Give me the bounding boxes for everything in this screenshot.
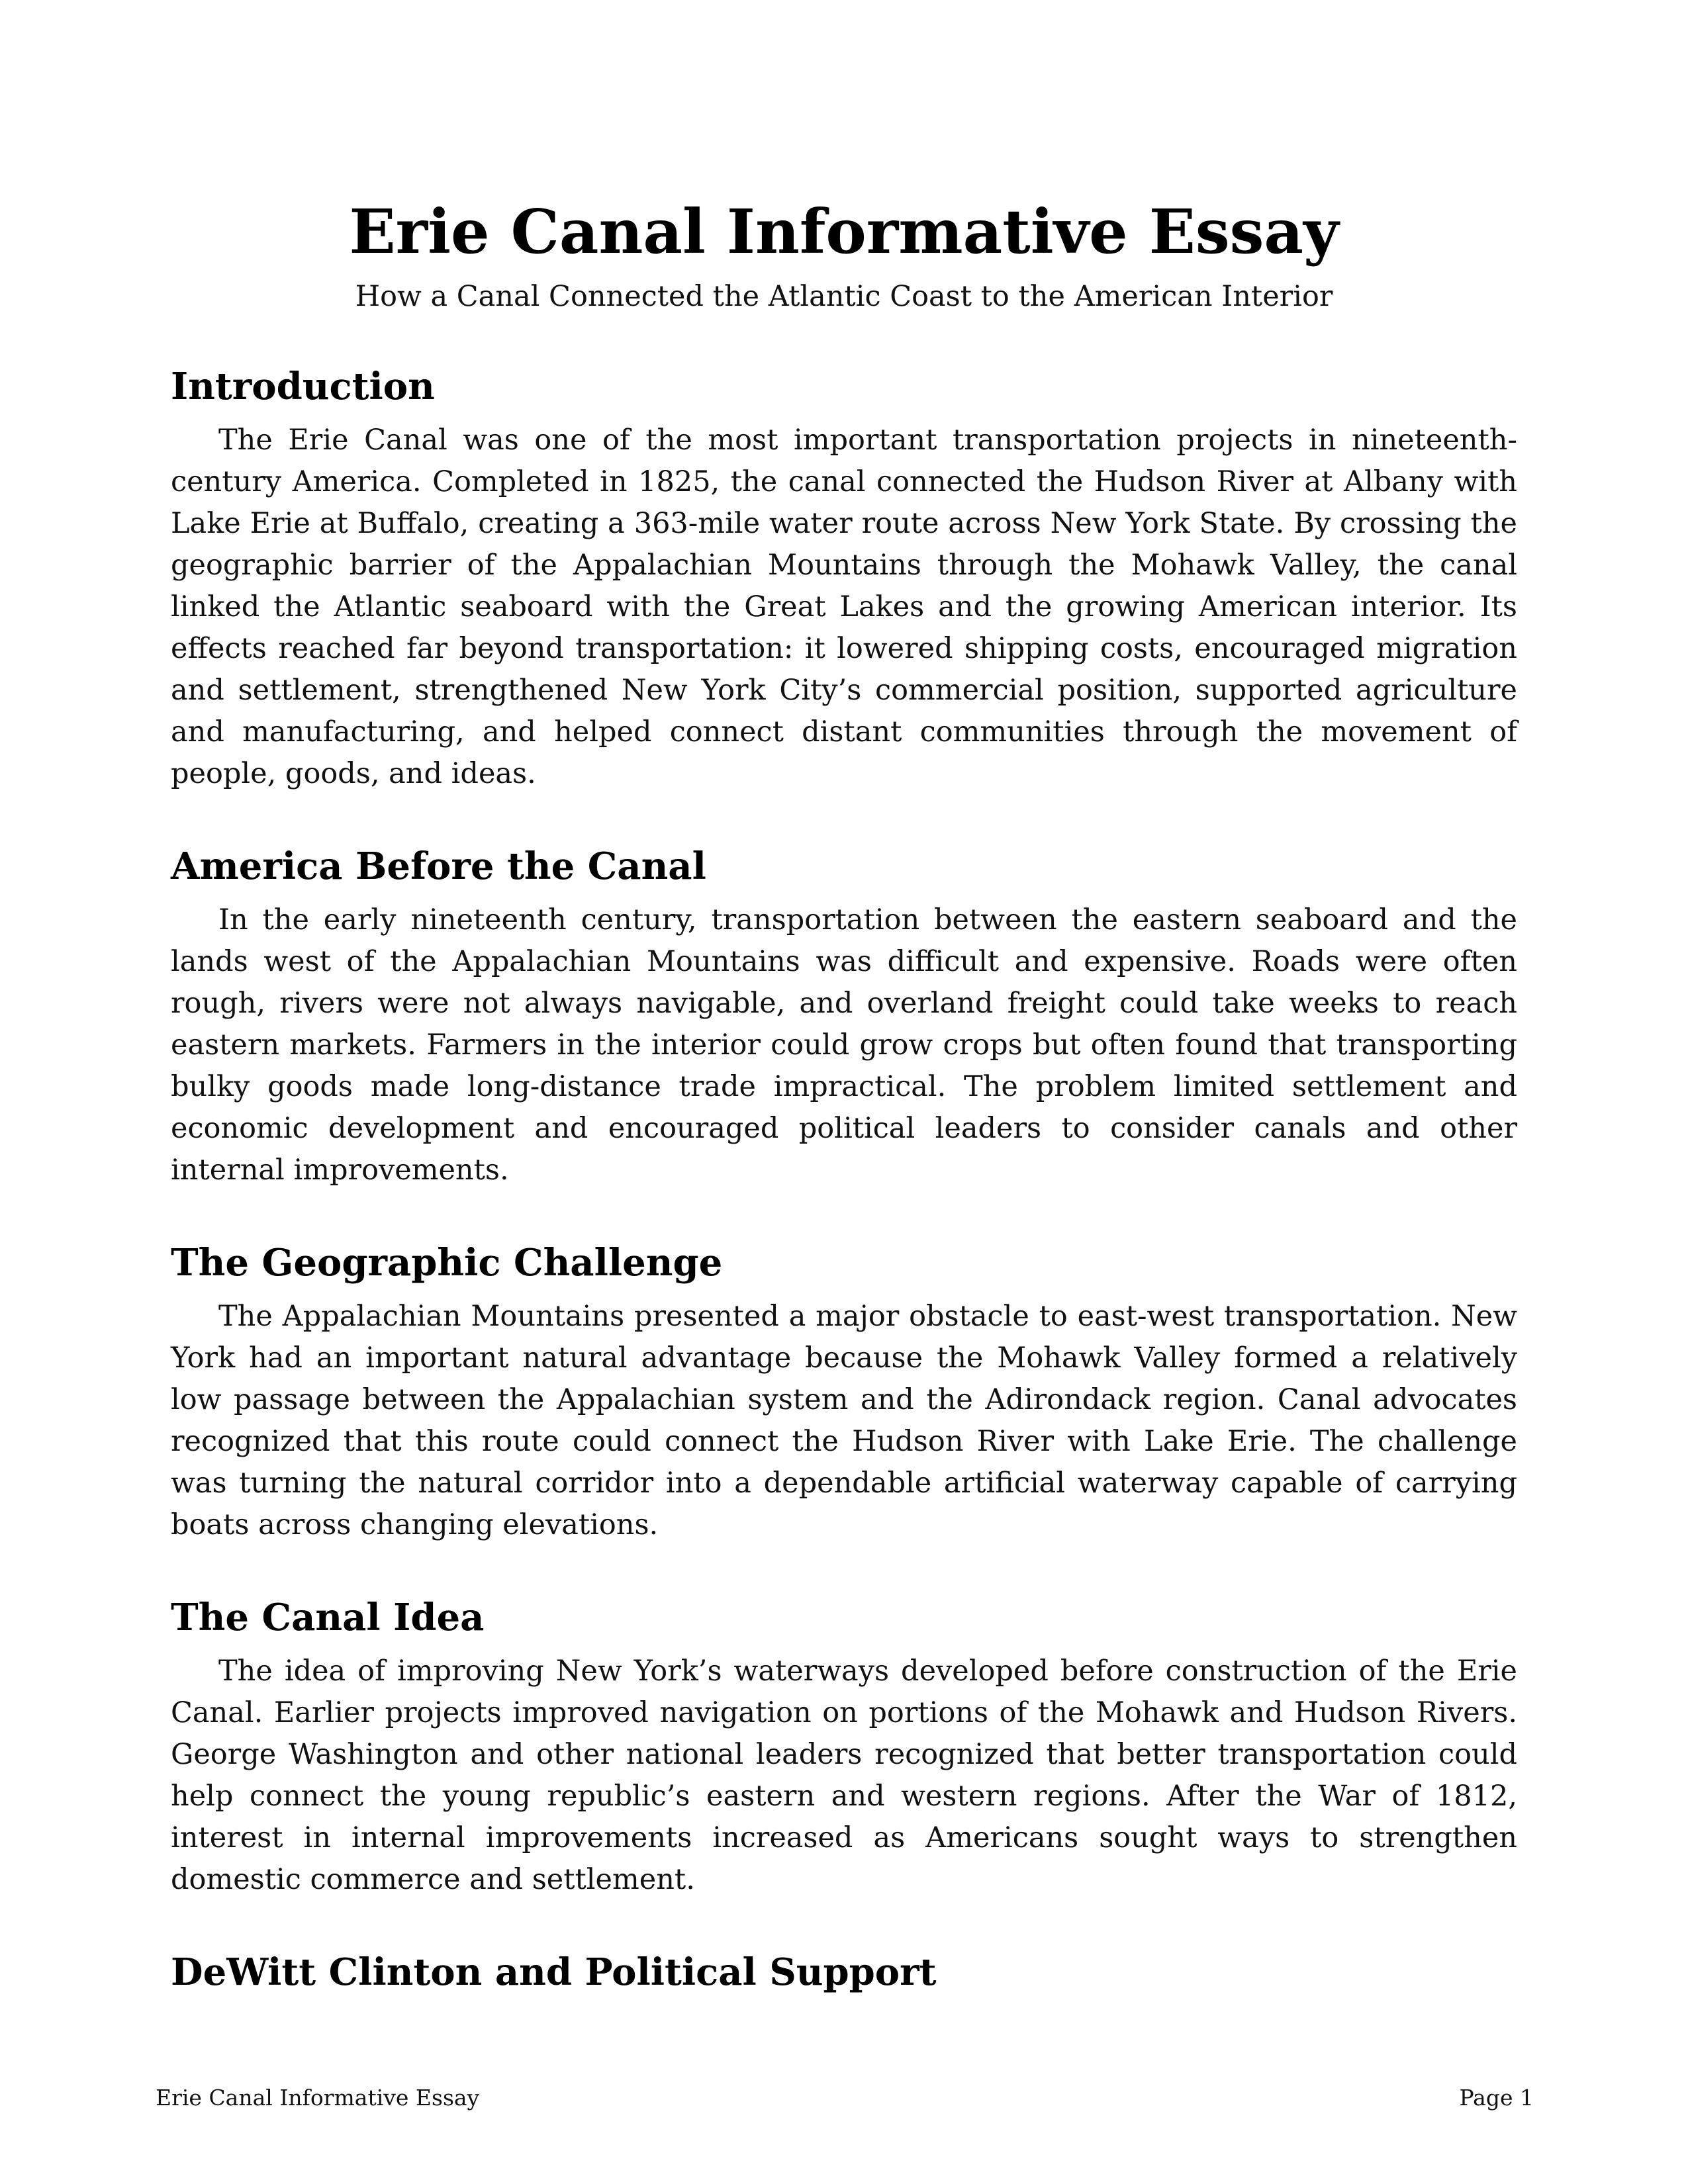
section-paragraph: In the early nineteenth century, transportation between the eastern seaboard and the lands west of the Appalachian Mountains was difficult and expensive. Roads were often rough, rivers were not always navigable, and overland freight could take weeks to reach eastern markets. Farmers in the interior could grow crops but often found that transporting bulky goods made long-distance trade impractical. The problem limited settlement and economic development and encouraged political leaders to consider canals and other internal improvements. <box>171 903 1517 1187</box>
section-introduction <box>171 363 1517 795</box>
section-america-before-the-canal <box>171 842 1517 1191</box>
section-heading: Introduction <box>171 365 435 408</box>
section-paragraph: The Appalachian Mountains presented a major obstacle to east-west transportation. New York had an important natural advantage because the Mohawk Valley formed a relatively low passage between the Appalachian system and the Adirondack region. Canal advocates recognized that this route could connect the Hudson River with Lake Erie. The challenge was turning the natural corridor into a dependable artificial waterway capable of carrying boats across changing elevations. <box>171 1300 1517 1541</box>
section-heading: The Canal Idea <box>171 1596 485 1639</box>
document-subtitle: How a Canal Connected the Atlantic Coast to the American Interior <box>355 280 1333 313</box>
footer-page-number: Page 1 <box>1459 2085 1534 2111</box>
section-dewitt-clinton <box>171 1948 1517 1996</box>
section-paragraph: The idea of improving New York’s waterways developed before construction of the Erie Canal. Earlier projects improved navigation on portions of the Mohawk and Hudson Rivers. George Washington and other national leaders recognized that better transportation could help connect the young republic’s eastern and western regions. After the War of 1812, interest in internal improvements increased as Americans sought ways to strengthen domestic commerce and settlement. <box>171 1655 1517 1896</box>
section-heading: America Before the Canal <box>171 844 706 888</box>
section-heading: The Geographic Challenge <box>171 1241 723 1285</box>
document-title: Erie Canal Informative Essay <box>349 196 1339 267</box>
section-heading: DeWitt Clinton and Political Support <box>171 1950 937 1994</box>
section-paragraph: The Erie Canal was one of the most important transportation projects in nineteenth-century America. Completed in 1825, the canal connected the Hudson River at Albany with Lake Erie at Buffalo, creating a 363-mile water route across New York State. By crossing the geographic barrier of the Appalachian Mountains through the Mohawk Valley, the canal linked the Atlantic seaboard with the Great Lakes and the growing American interior. Its effects reached far beyond transportation: it lowered shipping costs, encouraged migration and settlement, strengthened New York City’s commercial position, supported agriculture and manufacturing, and helped connect distant communities through the movement of people, goods, and ideas. <box>171 424 1517 790</box>
section-geographic-challenge <box>171 1239 1517 1546</box>
page-content <box>171 192 1517 1996</box>
section-canal-idea <box>171 1594 1517 1901</box>
footer-document-title: Erie Canal Informative Essay <box>156 2085 480 2111</box>
